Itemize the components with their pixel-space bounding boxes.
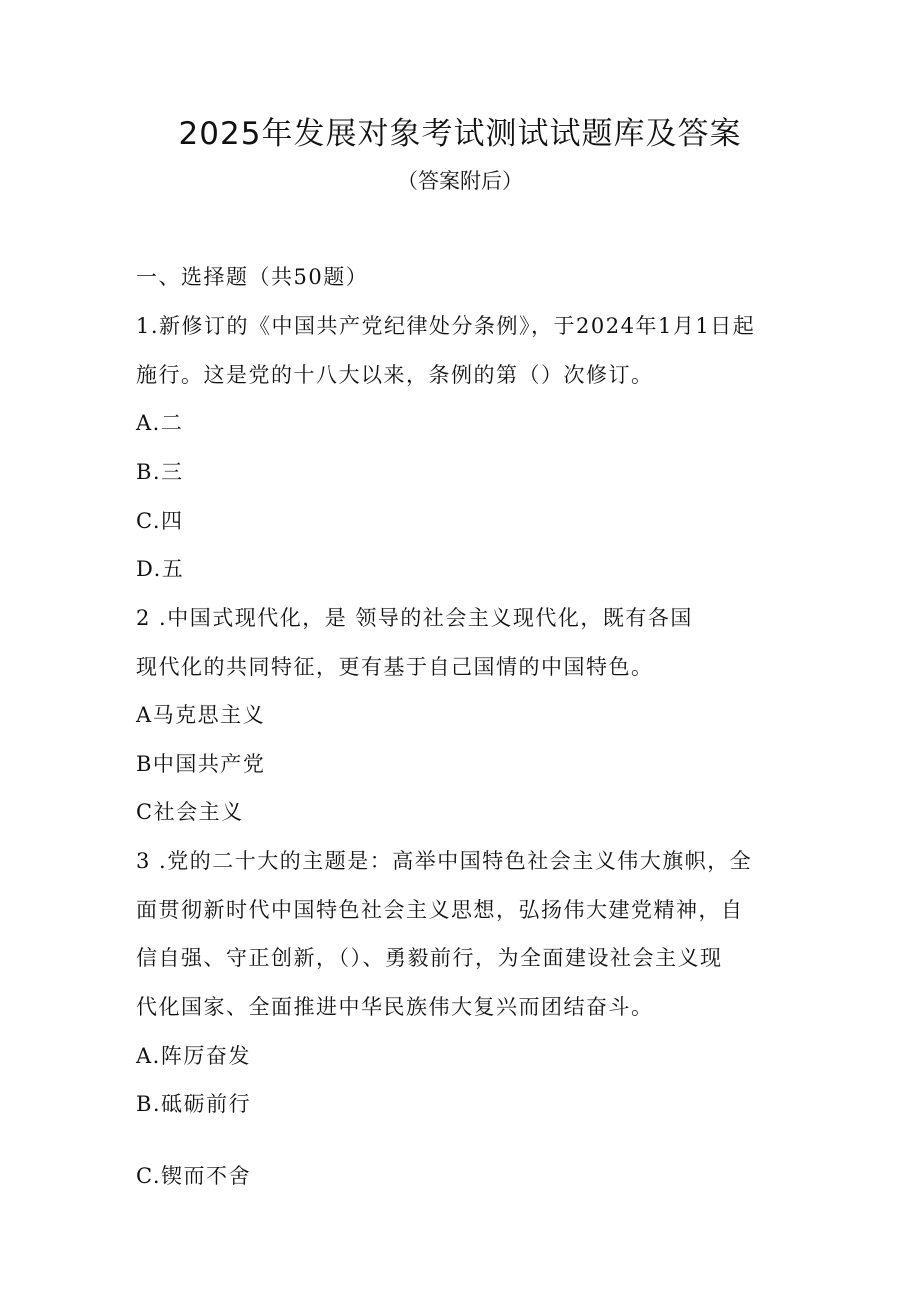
question-2-option-c: C社会主义 xyxy=(136,800,244,824)
question-1-option-c: C.四 xyxy=(136,509,184,533)
question-2-option-b: B中国共产党 xyxy=(136,752,266,776)
question-1-line-2: 施行。这是党的十八大以来，条例的第（）次修订。 xyxy=(136,363,654,387)
question-1-line-1: 1.新修订的《中国共产党纪律处分条例》，于2024年1月1日起 xyxy=(136,314,756,338)
question-2-option-a: A马克思主义 xyxy=(136,703,266,727)
question-3-line-1: 3 .党的二十大的主题是：高举中国特色社会主义伟大旗帜，全 xyxy=(136,849,753,873)
question-3-option-c: C.锲而不舍 xyxy=(136,1164,251,1188)
question-3-line-4: 代化国家、全面推进中华民族伟大复兴而团结奋斗。 xyxy=(136,995,654,1019)
question-1-option-a: A.二 xyxy=(136,411,184,435)
question-3-option-b: B.砥砺前行 xyxy=(136,1092,252,1116)
question-2-line-1: 2 .中国式现代化，是 领导的社会主义现代化，既有各国 xyxy=(136,606,693,630)
question-1-option-d: D.五 xyxy=(136,557,185,581)
question-2-line-2: 现代化的共同特征，更有基于自己国情的中国特色。 xyxy=(136,655,654,679)
document-title: 2025年发展对象考试测试试题库及答案 xyxy=(178,116,742,152)
question-1-option-b: B.三 xyxy=(136,460,184,484)
section-heading: 一、选择题（共50题） xyxy=(136,265,369,289)
question-3-option-a: A.阵厉奋发 xyxy=(136,1044,251,1068)
question-3-line-2: 面贯彻新时代中国特色社会主义思想，弘扬伟大建党精神，自 xyxy=(136,898,744,922)
question-3-line-3: 信自强、守正创新，（）、勇毅前行，为全面建设社会主义现 xyxy=(136,946,723,970)
document-subtitle: （答案附后） xyxy=(397,169,523,193)
